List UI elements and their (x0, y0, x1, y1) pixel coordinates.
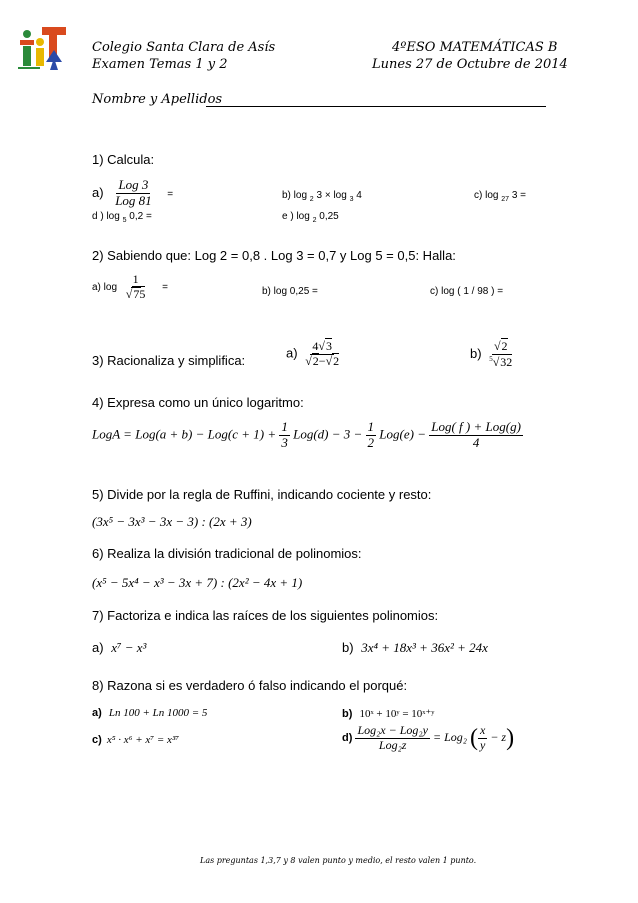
q1-a-denominator: Log 81 (115, 192, 152, 208)
q1-c-label: c) log (474, 190, 499, 201)
q1-e-base: 2 (312, 217, 317, 224)
q8-d-label: d) (342, 732, 353, 745)
q6-title: 6) Realiza la división tradicional de polinomios: (92, 546, 362, 561)
q3-a-denominator: √2−√2 (305, 353, 340, 368)
q2-a-denominator: √75 (125, 286, 146, 301)
q7-b-label: b) (342, 640, 354, 655)
q6-expression: (x⁵ − 5x⁴ − x³ − 3x + 7) : (2x² − 4x + 1) (92, 575, 303, 590)
q7-a-label: a) (92, 640, 104, 655)
q8-d-fraction (355, 724, 429, 753)
q4-part1: LogA = Log(a + b) − Log(c + 1) + (92, 426, 277, 442)
q1-c (474, 190, 526, 203)
q3-a-den-radicand1: 2 (312, 353, 319, 368)
q8-d-paren-group: ( $\frac{x}{y}$ − z) (469, 723, 515, 752)
q7-a (92, 640, 146, 656)
q3-b-denominator: $^5$√32 (489, 354, 513, 369)
q2-a-equals: = (162, 281, 169, 293)
q3-a-den-radicand2: 2 (333, 353, 340, 368)
q3-b-label: b) (470, 346, 482, 362)
q1-a-fraction (113, 178, 153, 209)
q8-b-expression: 10ˣ + 10ʸ = 10ˣ⁺ʸ (359, 708, 435, 720)
q8-a-expression: Ln 100 + Ln 1000 = 5 (108, 707, 208, 719)
q5-expression: (3x⁵ − 3x³ − 3x − 3) : (2x + 3) (92, 514, 252, 529)
q2-a-radicand: 75 (133, 286, 146, 301)
q7-b (342, 640, 488, 656)
q4-part2: Log(d) − 3 − (293, 426, 363, 442)
q1-a (92, 178, 173, 209)
q3-b-den-radicand: 32 (500, 354, 513, 369)
q3-a-numerator: 4√3 (312, 339, 332, 353)
q1-c-end: 3 = (511, 190, 526, 201)
q3-title: 3) Racionaliza y simplifica: (92, 353, 246, 368)
q8-d-rhs: = Log₂ (432, 730, 467, 745)
q3-b-num-radicand: 2 (501, 339, 508, 353)
q4-frac1-den: 3 (281, 434, 288, 450)
q5-title: 5) Divide por la regla de Ruffini, indicando cociente y resto: (92, 487, 432, 502)
q1-title: 1) Calcula: (92, 152, 155, 167)
q1-e-label: e ) log (282, 211, 310, 222)
q2-a-fraction (124, 273, 148, 302)
q8-c (92, 734, 179, 746)
q4-frac3-den: 4 (472, 434, 480, 450)
q1-d (92, 211, 152, 224)
q2-title: 2) Sabiendo que: Log 2 = 0,8 . Log 3 = 0,7 y Log 5 = 0,5: Halla: (92, 248, 456, 263)
q8-b-label: b) (342, 708, 353, 720)
q1-d-end: 0,2 = (129, 211, 152, 222)
q1-b-mid: 3 × log (316, 190, 347, 201)
name-line (206, 106, 546, 107)
q3-a-coef: 4 (312, 339, 319, 353)
name-label: Nombre y Apellidos (92, 92, 223, 107)
q1-b-label: b) log (282, 190, 308, 201)
q8-d-numerator: Log₂x − Log₂y (357, 723, 428, 737)
q4-frac2-num: 1 (367, 419, 375, 434)
school-logo (16, 22, 68, 74)
q4-frac1 (279, 420, 290, 451)
q8-a (92, 707, 207, 719)
q1-e-end: 0,25 (319, 211, 339, 222)
logo-graphic (16, 22, 68, 74)
school-name: Colegio Santa Clara de Asís (92, 40, 276, 55)
q4-frac2 (366, 420, 377, 451)
q3-a-fraction (303, 340, 341, 369)
q4-frac1-num: 1 (281, 419, 288, 434)
q7-a-expression: x⁷ − x³ (111, 640, 147, 655)
q2-a (92, 273, 168, 302)
q1-a-equals: = (167, 188, 174, 200)
q8-b (342, 707, 435, 720)
q1-c-base: 27 (501, 196, 510, 203)
q8-d-denominator: Log₂z (378, 737, 407, 752)
exam-date: Lunes 27 de Octubre de 2014 (372, 57, 568, 72)
q4-frac2-den: 2 (367, 434, 375, 450)
q3-b-root-index: 5 (489, 354, 493, 363)
q8-c-expression: x⁵ · x⁶ + x⁷ = x³⁷ (106, 734, 180, 746)
q1-d-base: 5 (122, 217, 127, 224)
q1-e (282, 211, 339, 224)
footer-note: Las preguntas 1,3,7 y 8 valen punto y medio, el resto valen 1 punto. (200, 856, 477, 865)
q8-d-inner-den: y (479, 737, 486, 752)
q3-b (470, 340, 514, 370)
q1-b-base2: 3 (349, 196, 354, 203)
q1-d-label: d ) log (92, 211, 120, 222)
q4-expression (92, 420, 523, 451)
q4-frac3-num: Log( f ) + Log(g) (431, 419, 521, 434)
q3-a-num-radicand: 3 (325, 339, 332, 353)
q1-b-base: 2 (309, 196, 314, 203)
q1-b-end: 4 (356, 190, 362, 201)
q8-title: 8) Razona si es verdadero ó falso indicando el porqué: (92, 678, 408, 693)
q3-a-label: a) (286, 345, 298, 361)
q3-a (286, 340, 341, 369)
q1-a-label: a) (92, 184, 104, 200)
q8-c-label: c) (92, 734, 102, 746)
q2-b: b) log 0,25 = (262, 286, 318, 297)
q3-b-fraction (487, 340, 514, 370)
q4-part3: Log(e) − (379, 426, 426, 442)
q4-title: 4) Expresa como un único logaritmo: (92, 395, 304, 410)
q1-b (282, 190, 362, 203)
q7-title: 7) Factoriza e indica las raíces de los siguientes polinomios: (92, 608, 439, 623)
course-name: 4ºESO MATEMÁTICAS B (392, 40, 558, 55)
q7-b-expression: 3x⁴ + 18x³ + 36x² + 24x (361, 640, 488, 655)
q3-a-minus: − (318, 353, 326, 368)
q8-d-inner-fraction (478, 724, 487, 753)
q2-a-label: a) log (92, 281, 118, 293)
exam-title: Examen Temas 1 y 2 (92, 57, 228, 72)
q8-d-inner-end: − z (490, 730, 507, 745)
q8-a-label: a) (92, 707, 102, 719)
q4-frac3 (429, 420, 523, 451)
q1-a-numerator: Log 3 (118, 177, 149, 192)
q8-d-inner-num: x (479, 723, 486, 738)
q8-d (342, 724, 514, 753)
q2-a-numerator: 1 (132, 272, 139, 286)
q2-c: c) log ( 1 / 98 ) = (430, 286, 504, 297)
q3-b-numerator: √2 (493, 339, 508, 353)
